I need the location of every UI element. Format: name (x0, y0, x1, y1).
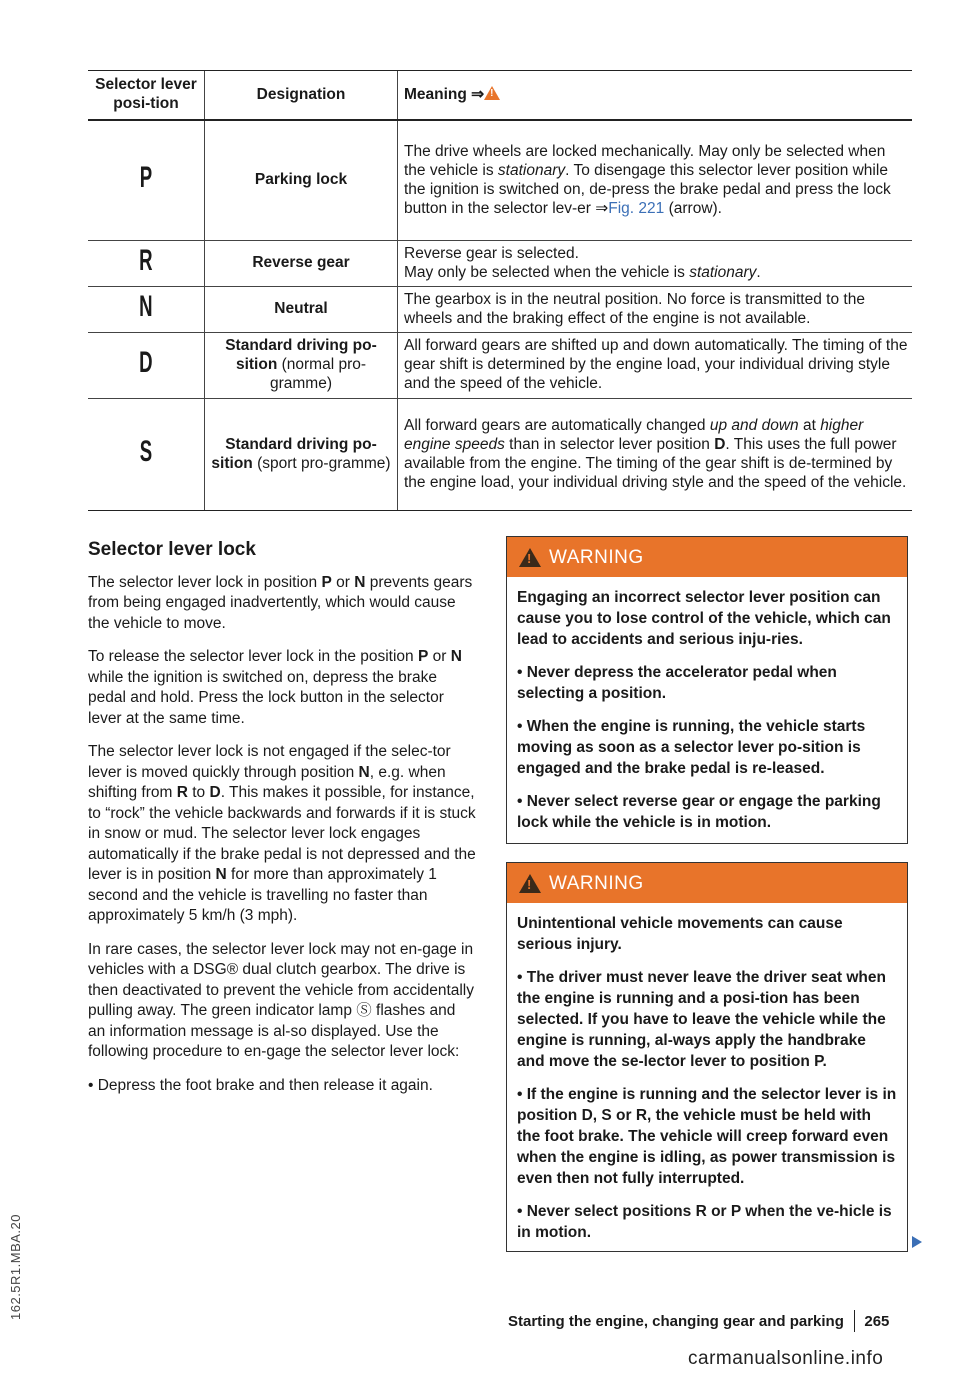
warning-title: WARNING (549, 872, 644, 894)
warning-lead: Unintentional vehicle movements can cause serious injury. (517, 915, 843, 953)
warning-box-1 (506, 536, 908, 844)
lever-position-cell (88, 332, 205, 398)
column-header-meaning: Meaning ⇒! (398, 71, 913, 121)
selector-lever-table (88, 70, 912, 511)
warning-item: • When the engine is running, the vehicle starts moving as soon as a selector lever po-sition is engaged and the brake pedal is re-leased. (517, 718, 866, 777)
designation-cell (205, 332, 398, 398)
warning-body (507, 577, 907, 843)
page-number: 265 (864, 1312, 890, 1330)
lever-position-cell (88, 240, 205, 286)
warning-header (507, 537, 907, 577)
lever-position-letter: N (139, 289, 153, 323)
watermark: carmanualsonline.info (688, 1348, 884, 1369)
designation-subtitle: (normal pro-gramme) (269, 356, 367, 392)
document-code: 162.5R1.MBA.20 (8, 1213, 23, 1320)
table-row (88, 398, 912, 510)
page-footer (508, 1310, 889, 1332)
meaning-cell: Reverse gear is selected. May only be selected when the vehicle is stationary. (398, 240, 913, 286)
designation-label: Neutral (274, 300, 328, 317)
table-row (88, 120, 912, 240)
meaning-cell: The drive wheels are locked mechanically. May only be selected when the vehicle is stationary. To disengage this selector lever position while the ignition is switched on, de-press the brake pedal and press the lock button in the selector lev-er ⇒Fig. 221 (arrow). (398, 120, 913, 240)
designation-label: Reverse gear (252, 254, 350, 271)
meaning-cell: All forward gears are automatically changed up and down at higher engine speeds than in selector lever position D. This uses the full power available from the engine. The timing of the gear shift is de-termined by the engine load, your individual driving style and the speed of the vehicle. (398, 398, 913, 510)
body-paragraph: The selector lever lock is not engaged if the selec-tor lever is moved quickly through position N, e.g. when shifting from R to D. This makes it possible, for instance, to “rock” the vehicle backwards and forwards if it is stuck in snow or mud. The selector lever lock engages automatically if the brake pedal is not depressed and the lever is in position N for more than approximately 1 second and the vehicle is travelling no faster than approximately 5 km/h (3 mph). (88, 743, 476, 924)
lever-position-letter: P (139, 160, 153, 194)
body-paragraph: The selector lever lock in position P or N prevents gears from being engaged inadvertently, which would cause the vehicle to move. (88, 573, 473, 632)
footer-divider (854, 1310, 856, 1332)
warning-header (507, 863, 907, 903)
warning-lead: Engaging an incorrect selector lever position can cause you to lose control of the vehicle, which can lead to accidents and serious inju-ries. (517, 589, 891, 648)
designation-label: Standard driving po-sition (211, 435, 377, 472)
column-header-position: Selector lever posi-tion (88, 71, 205, 121)
column-header-designation: Designation (205, 71, 398, 121)
lever-position-cell (88, 286, 205, 332)
table-row (88, 286, 912, 332)
section-heading: Selector lever lock (88, 539, 256, 560)
warning-item: • The driver must never leave the driver seat when the engine is running and a posi-tion has been selected. If you have to leave the vehicle while the engine is running, al-ways apply the handbrake and move the se-lector lever to position P. (517, 969, 886, 1070)
procedure-step: • Depress the foot brake and then release it again. (88, 1076, 433, 1094)
warning-title: WARNING (549, 546, 644, 568)
warning-body (507, 903, 907, 1251)
table-row (88, 332, 912, 398)
table-body (88, 120, 912, 510)
warning-item: • Never select positions R or P when the ve-hicle is in motion. (517, 1203, 892, 1241)
designation-label: Parking lock (254, 171, 348, 189)
warning-triangle-icon (519, 548, 541, 567)
continued-arrow-icon[interactable] (912, 1236, 922, 1248)
meaning-cell: The gearbox is in the neutral position. No force is transmitted to the wheels and the braking effect of the engine is not available. (398, 286, 913, 332)
body-paragraph: To release the selector lever lock in the position P or N while the ignition is switched on, depress the brake pedal and hold. Press the lock button in the selector lever at the same time. (88, 648, 462, 727)
body-paragraph: In rare cases, the selector lever lock may not en-gage in vehicles with a DSG® dual clutch gearbox. The drive is then deactivated to prevent the vehicle from accidentally pulling away. The green indicator lamp Ⓢ flashes and an information message is al-so displayed. Use the following procedure to en-gage the selector lever lock: (88, 940, 475, 1060)
designation-label: Standard driving po-sition (225, 337, 377, 373)
designation-cell (205, 398, 398, 510)
designation-cell (205, 286, 398, 332)
designation-subtitle: (sport pro-gramme) (257, 454, 391, 472)
lever-position-letter: D (139, 345, 153, 379)
section-paragraphs (88, 573, 476, 1063)
designation-cell (205, 120, 398, 240)
lever-position-cell (88, 120, 205, 240)
lever-position-cell (88, 398, 205, 510)
warning-item: • If the engine is running and the selector lever is in position D, S or R, the vehicle must be held with the foot brake. The vehicle will creep forward even when the engine is idling, as power transmission is even then not fully interrupted. (517, 1086, 897, 1187)
chapter-title: Starting the engine, changing gear and parking (508, 1312, 844, 1330)
warning-box-2 (506, 862, 908, 1252)
warning-triangle-icon (484, 86, 500, 100)
table-header-row (88, 71, 912, 121)
table-row (88, 240, 912, 286)
warning-triangle-icon (519, 874, 541, 893)
warning-item: • Never select reverse gear or engage the parking lock while the vehicle is in motion. (517, 793, 881, 831)
selector-lever-lock-section (88, 540, 476, 1109)
warning-item: • Never depress the accelerator pedal when selecting a position. (517, 664, 837, 702)
lever-position-letter: R (139, 243, 153, 277)
meaning-cell: All forward gears are shifted up and down automatically. The timing of the gear shift is determined by the engine load, your individual driving style and the speed of the vehicle. (398, 332, 913, 398)
lever-position-letter: S (139, 434, 153, 468)
designation-cell (205, 240, 398, 286)
